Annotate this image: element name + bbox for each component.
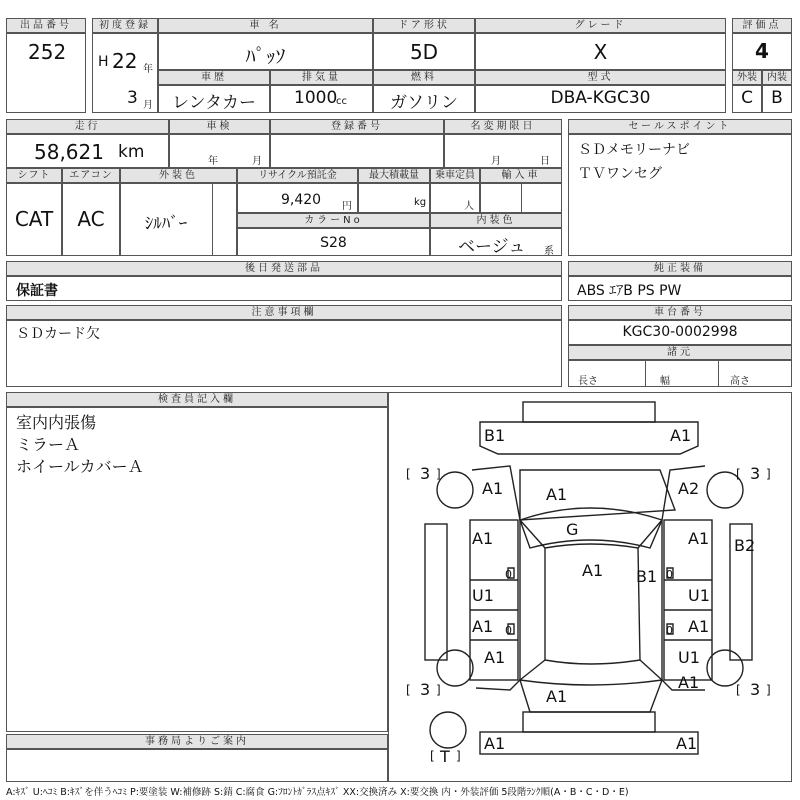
grade-header: グレード	[475, 18, 726, 33]
name-change-day-unit: 日	[540, 156, 550, 167]
score-header: 評価点	[732, 18, 792, 33]
inspector-line-1: 室内内張傷	[16, 413, 97, 432]
sales-point-header: セールスポイント	[568, 119, 792, 134]
specs-length: 長さ	[578, 376, 598, 387]
left-rail-shape	[425, 524, 447, 660]
hood-shape	[520, 470, 675, 520]
aircon-value: AC	[77, 207, 105, 231]
color-no-header: カラーNo	[237, 213, 430, 228]
name-change-month-unit: 月	[491, 156, 501, 167]
interior-grade: B	[771, 88, 783, 108]
door-header: ドア形状	[373, 18, 475, 33]
mark-tire-rl: 3	[420, 680, 431, 699]
rear-sill-shape	[480, 732, 698, 754]
mark-r-outer: B2	[734, 536, 756, 555]
bracket-fl-close: ]	[436, 467, 441, 481]
mark-tire-fr: 3	[750, 464, 761, 483]
interior-grade-header: 内装	[762, 70, 792, 85]
mark-r-quarter-2: A1	[678, 673, 700, 692]
recycle-unit: 円	[342, 201, 352, 212]
mark-rear-left: A1	[484, 734, 506, 753]
mark-r-front-door: A1	[688, 529, 710, 548]
color-no-value: S28	[320, 235, 347, 251]
later-parts-box	[6, 276, 562, 301]
later-parts-value: 保証書	[16, 283, 58, 299]
recycle-header: リサイクル預託金	[237, 168, 358, 183]
mileage-header: 走行	[6, 119, 169, 134]
mark-front-right: A1	[670, 426, 692, 445]
bracket-fr-open: [	[736, 467, 741, 481]
int-color-header: 内装色	[430, 213, 562, 228]
mark-small-right-2: 0	[666, 624, 673, 637]
import-divider	[521, 183, 522, 213]
later-parts-header: 後日発送部品	[6, 261, 562, 276]
equipment-value: ABS ｴｱB PS PW	[577, 283, 682, 299]
mark-small-right: 0	[666, 568, 673, 581]
first-reg-year: 22	[112, 49, 138, 73]
first-reg-era: H	[98, 54, 109, 70]
model-code-header: 型式	[475, 70, 726, 85]
bracket-rl-open: [	[406, 683, 411, 697]
mark-r-rear-door: A1	[688, 617, 710, 636]
inspector-header: 検査員記入欄	[6, 392, 388, 407]
bracket-spare-open: [	[430, 749, 435, 763]
capacity-unit: 人	[464, 201, 474, 212]
rear-panel-shape	[520, 680, 662, 712]
specs-divider-1	[645, 360, 646, 387]
inspector-line-2: ミラーＡ	[16, 435, 81, 454]
max-load-header: 最大積載量	[358, 168, 430, 183]
office-box	[6, 749, 388, 782]
import-header: 輸入車	[480, 168, 562, 183]
shift-header: シフト	[6, 168, 62, 183]
specs-width: 幅	[660, 376, 670, 387]
sales-point-1: ＳＤメモリーナビ	[578, 142, 690, 158]
mark-hood: A1	[546, 485, 568, 504]
mark-front-left: B1	[484, 426, 506, 445]
bracket-fr-close: ]	[766, 467, 771, 481]
int-color-value: ベージュ	[458, 237, 526, 257]
mark-r-sill: U1	[688, 586, 710, 605]
mark-tire-rr: 3	[750, 680, 761, 699]
mark-l-sill: U1	[472, 586, 494, 605]
exterior-grade: C	[741, 88, 753, 108]
ext-color-header: 外装色	[120, 168, 237, 183]
front-panel-shape	[480, 422, 698, 454]
mark-l-quarter: A1	[484, 648, 506, 667]
max-load-unit: kg	[414, 197, 427, 208]
bracket-rl-close: ]	[436, 683, 441, 697]
history-header: 車歴	[158, 70, 270, 85]
displacement-value: 1000	[294, 88, 338, 108]
mark-trunk: A1	[546, 687, 568, 706]
car-damage-diagram	[388, 392, 792, 782]
inspector-line-3: ホイールカバーＡ	[16, 457, 144, 476]
lot-number: 252	[28, 40, 67, 64]
chassis-value: KGC30-0002998	[622, 324, 738, 340]
windshield-shape	[520, 508, 662, 548]
inspection-year-unit: 年	[208, 156, 218, 167]
mark-spare: T	[440, 747, 450, 766]
mark-small-left-2: 0	[505, 624, 512, 637]
inspection-header: 車検	[169, 119, 270, 134]
mileage-unit: km	[118, 142, 145, 162]
displacement-unit: cc	[336, 96, 347, 107]
sales-point-2: ＴＶワンセグ	[578, 166, 662, 182]
model-code-value: DBA-KGC30	[550, 88, 651, 108]
mark-roof-b: B1	[636, 567, 658, 586]
specs-box	[568, 360, 792, 387]
first-reg-month-unit: 月	[143, 100, 153, 111]
grade-value: X	[593, 40, 608, 64]
rear-bumper-shape	[523, 712, 655, 732]
bracket-spare-close: ]	[456, 749, 461, 763]
fuel-value: ガソリン	[390, 93, 458, 113]
specs-height: 高さ	[730, 376, 750, 387]
bracket-rr-close: ]	[766, 683, 771, 697]
mark-tire-fl: 3	[420, 464, 431, 483]
inspection-month-unit: 月	[252, 156, 262, 167]
bracket-rr-open: [	[736, 683, 741, 697]
mark-rear-right: A1	[676, 734, 698, 753]
history-value: レンタカー	[172, 93, 256, 113]
mark-r-fender: A2	[678, 479, 700, 498]
name-change-header: 名変期限日	[444, 119, 562, 134]
first-reg-header: 初度登録	[92, 18, 158, 33]
int-color-unit: 系	[544, 246, 554, 257]
aircon-header: エアコン	[62, 168, 120, 183]
mark-roof: A1	[582, 561, 604, 580]
displacement-header: 排気量	[270, 70, 373, 85]
score-value: 4	[755, 39, 769, 63]
caution-value: ＳＤカード欠	[16, 326, 100, 342]
door-value: 5D	[409, 40, 439, 64]
equipment-header: 純正装備	[568, 261, 792, 276]
ext-color-divider	[212, 183, 213, 256]
spare-tire-shape	[430, 712, 466, 748]
mark-l-fender: A1	[482, 479, 504, 498]
fuel-header: 燃料	[373, 70, 475, 85]
ext-color-value: ｼﾙﾊﾞｰ	[144, 214, 188, 234]
mileage-value: 58,621	[34, 140, 104, 164]
specs-header: 諸元	[568, 345, 792, 360]
specs-divider-2	[718, 360, 719, 387]
reg-number-box	[270, 134, 444, 168]
recycle-value: 9,420	[281, 192, 322, 208]
wheel-fl-shape	[437, 472, 473, 508]
lot-header: 出品番号	[6, 18, 86, 33]
chassis-header: 車台番号	[568, 305, 792, 320]
car-name: ﾊﾟｯｿ	[245, 44, 286, 68]
caution-header: 注意事項欄	[6, 305, 562, 320]
shift-value: CAT	[14, 207, 54, 231]
legend: A:ｷｽﾞ U:ﾍｺﾐ B:ｷｽﾞを伴うﾍｺﾐ P:要塗装 W:補修跡 S:錆 C:腐食 G:ﾌﾛﾝﾄｶﾞﾗｽ点ｷｽﾞ XX:交換済み X:要交換 内・外装評価 5段階ﾗﾝｸ順(A・B・C・D・E)	[6, 787, 629, 798]
office-header: 事務局よりご案内	[6, 734, 388, 749]
first-reg-year-unit: 年	[143, 64, 153, 75]
front-bumper-shape	[523, 402, 655, 422]
mark-small-left: 0	[505, 568, 512, 581]
exterior-grade-header: 外装	[732, 70, 762, 85]
mark-l-rear-door: A1	[472, 617, 494, 636]
reg-number-header: 登録番号	[270, 119, 444, 134]
wheel-rl-shape	[437, 650, 473, 686]
bracket-fl-open: [	[406, 467, 411, 481]
capacity-header: 乗車定員	[430, 168, 480, 183]
mark-windshield: G	[566, 520, 579, 539]
mark-r-quarter-1: U1	[678, 648, 700, 667]
car-name-header: 車 名	[158, 18, 373, 33]
first-reg-month: 3	[127, 88, 138, 108]
mark-l-front-door: A1	[472, 529, 494, 548]
